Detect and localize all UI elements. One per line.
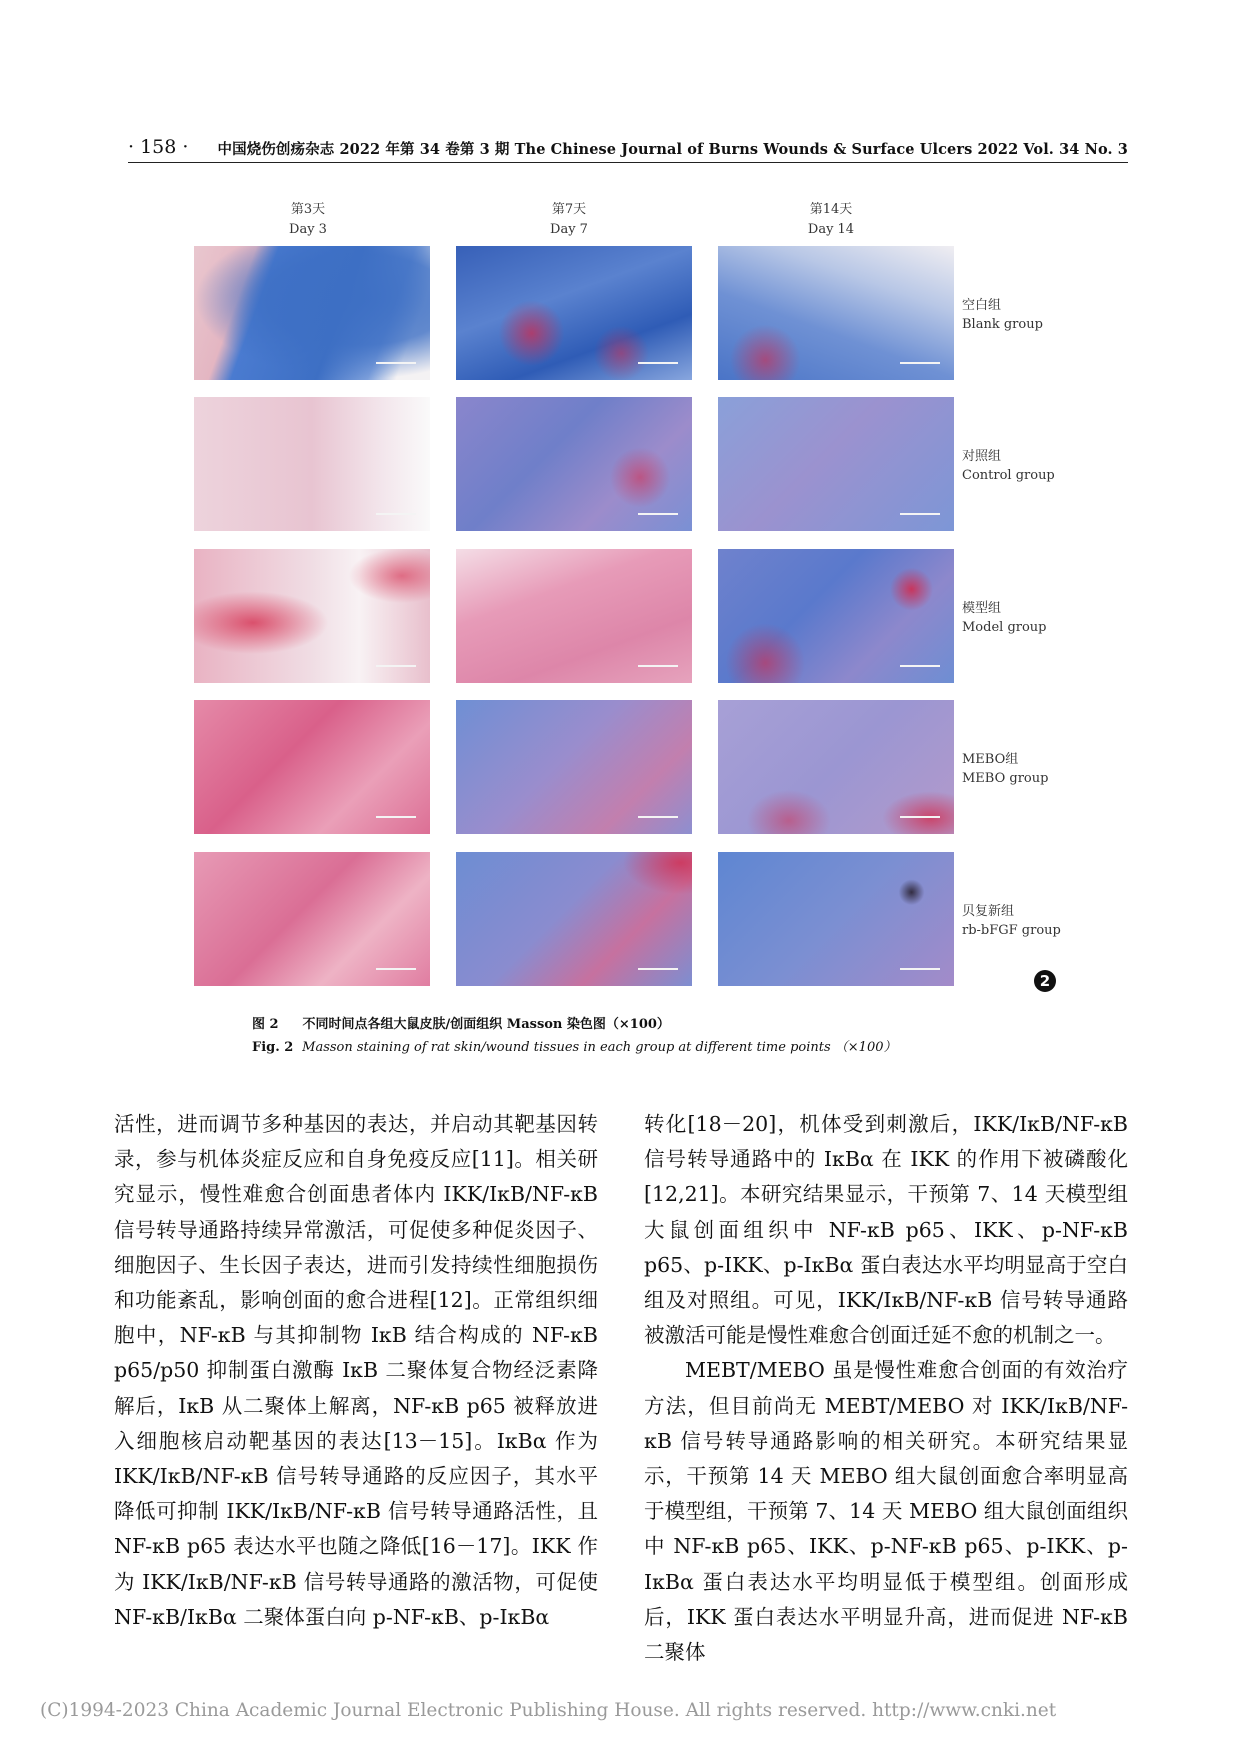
running-head: 中国烧伤创疡杂志 2022 年第 34 卷第 3 期 The Chinese Journal of Burns Wounds & Surface Ulcers 2022 Vol. 34 No. 3 <box>217 141 1128 158</box>
column-heading-day3 <box>188 200 428 240</box>
row-label-en: MEBO group <box>962 771 1049 786</box>
page-header <box>128 136 1128 162</box>
micrograph-model-day3 <box>194 549 430 683</box>
row-label-en: Control group <box>962 468 1055 483</box>
row-label-zh: 贝复新组 <box>962 904 1015 919</box>
caption-text: 不同时间点各组大鼠皮肤/创面组织 Masson 染色图（×100） <box>302 1017 670 1032</box>
column-heading-day14 <box>711 200 951 240</box>
scale-bar <box>376 665 416 667</box>
row-label-zh: 空白组 <box>962 298 1002 313</box>
column-heading-zh: 第7天 <box>551 202 587 217</box>
scale-bar <box>900 968 940 970</box>
micrograph-blank-day7 <box>456 246 692 380</box>
micrograph-blank-day14 <box>718 246 954 380</box>
column-heading-en: Day 14 <box>807 222 855 237</box>
page-number: · 158 · <box>128 136 189 158</box>
scale-bar <box>638 665 678 667</box>
row-label-control <box>962 447 1055 485</box>
body-column-left <box>114 1107 598 1635</box>
micrograph-model-day14 <box>718 549 954 683</box>
scale-bar <box>638 513 678 515</box>
micrograph-rbbfgf-day14 <box>718 852 954 986</box>
row-label-en: Blank group <box>962 317 1043 332</box>
scale-bar <box>638 362 678 364</box>
micrograph-control-day14 <box>718 397 954 531</box>
micrograph-control-day3 <box>194 397 430 531</box>
caption-label: Fig. 2 <box>252 1040 294 1055</box>
row-label-mebo <box>962 750 1048 788</box>
micrograph-model-day7 <box>456 549 692 683</box>
scale-bar <box>376 816 416 818</box>
body-paragraph: MEBT/MEBO 虽是慢性难愈合创面的有效治疗方法，但目前尚无 MEBT/MEBO 对 IKK/IκB/NF-κB 信号转导通路影响的相关研究。本研究结果显示，干预第 14 天 MEBO 组大鼠创面愈合率明显高于模型组，干预第 7、14 天 MEBO 组大鼠创面组织中 NF-κB p65、IKK、p-NF-κB p65、p-IKK、p-IκBα 蛋白表达水平均明显低于模型组。创面形成后，IKK 蛋白表达水平明显升高，进而促进 NF-κB 二聚体 <box>644 1358 1128 1665</box>
micrograph-rbbfgf-day7 <box>456 852 692 986</box>
row-label-blank <box>962 296 1043 334</box>
scale-bar <box>638 816 678 818</box>
figure-number-marker: 2 <box>1034 970 1056 992</box>
row-label-zh: MEBO组 <box>962 752 1019 767</box>
figure-caption-zh <box>252 1013 670 1032</box>
body-paragraph: 转化[18－20]，机体受到刺激后，IKK/IκB/NF-κB 信号转导通路中的 IκBα 在 IKK 的作用下被磷酸化[12,21]。本研究结果显示，干预第 7、14 天模型组大鼠创面组织中 NF-κB p65、IKK、p-NF-κB p65、p-IKK、p-IκBα 蛋白表达水平均明显高于空白组及对照组。可见，IKK/IκB/NF-κB 信号转导通路被激活可能是慢性难愈合创面迁延不愈的机制之一。 <box>644 1112 1128 1348</box>
micrograph-mebo-day7 <box>456 700 692 834</box>
column-heading-zh: 第3天 <box>290 202 326 217</box>
row-label-zh: 对照组 <box>962 449 1002 464</box>
micrograph-blank-day3 <box>194 246 430 380</box>
scale-bar <box>376 968 416 970</box>
body-paragraph: 活性，进而调节多种基因的表达，并启动其靶基因转录，参与机体炎症反应和自身免疫反应[11]。相关研究显示，慢性难愈合创面患者体内 IKK/IκB/NF-κB 信号转导通路持续异常激活，可促使多种促炎因子、细胞因子、生长因子表达，进而引发持续性细胞损伤和功能紊乱，影响创面的愈合进程[12]。正常组织细胞中，NF-κB 与其抑制物 IκB 结合构成的 NF-κB p65/p50 抑制蛋白激酶 IκB 二聚体复合物经泛素降解后，IκB 从二聚体上解离，NF-κB p65 被释放进入细胞核启动靶基因的表达[13－15]。IκBα 作为 IKK/IκB/NF-κB 信号转导通路的反应因子，其水平降低可抑制 IKK/IκB/NF-κB 信号转导通路活性，且 NF-κB p65 表达水平也随之降低[16－17]。IKK 作为 IKK/IκB/NF-κB 信号转导通路的激活物，可促使 NF-κB/IκBα 二聚体蛋白向 p-NF-κB、p-IκBα <box>114 1112 598 1629</box>
figure-caption-en <box>252 1036 897 1055</box>
copyright-footer: (C)1994-2023 China Academic Journal Electronic Publishing House. All rights reserved. http://www.cnki.net <box>40 1700 1057 1721</box>
scale-bar <box>900 362 940 364</box>
caption-label: 图 2 <box>252 1017 279 1032</box>
scale-bar <box>900 816 940 818</box>
column-heading-en: Day 7 <box>550 222 588 237</box>
micrograph-mebo-day14 <box>718 700 954 834</box>
row-label-model <box>962 599 1047 637</box>
scale-bar <box>638 968 678 970</box>
column-heading-day7 <box>449 200 689 240</box>
caption-text: Masson staining of rat skin/wound tissues in each group at different time points （×100） <box>302 1040 897 1055</box>
scale-bar <box>376 362 416 364</box>
scale-bar <box>376 513 416 515</box>
body-column-right <box>644 1107 1128 1670</box>
row-label-en: Model group <box>962 620 1047 635</box>
scale-bar <box>900 513 940 515</box>
column-heading-zh: 第14天 <box>809 202 853 217</box>
row-label-en: rb-bFGF group <box>962 923 1061 938</box>
micrograph-mebo-day3 <box>194 700 430 834</box>
scale-bar <box>900 665 940 667</box>
row-label-zh: 模型组 <box>962 601 1002 616</box>
micrograph-rbbfgf-day3 <box>194 852 430 986</box>
column-heading-en: Day 3 <box>289 222 327 237</box>
micrograph-control-day7 <box>456 397 692 531</box>
header-rule <box>128 162 1128 163</box>
row-label-rbbfgf <box>962 902 1061 940</box>
